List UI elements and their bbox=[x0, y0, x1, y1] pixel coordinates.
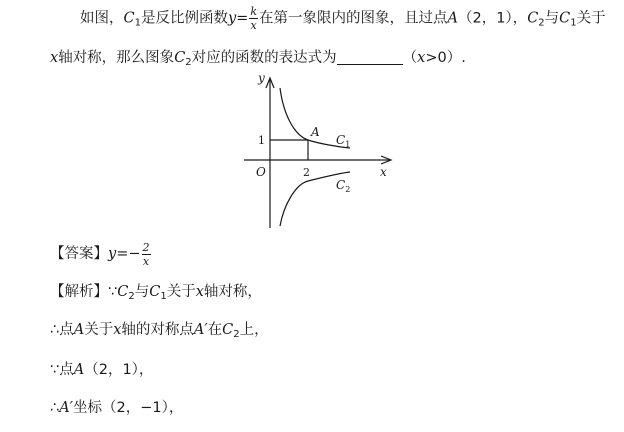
point-a: A bbox=[73, 322, 85, 338]
text: 关于 bbox=[166, 284, 196, 300]
text: （2，1）， bbox=[84, 362, 154, 378]
tick-label-x-2: 2 bbox=[303, 166, 310, 179]
fraction-numerator: 2 bbox=[142, 240, 150, 254]
point-a-prime: A′ bbox=[59, 400, 73, 416]
x-var: x bbox=[113, 322, 122, 338]
curve-c2-label bbox=[336, 178, 350, 194]
c2-subscript: 2 bbox=[538, 17, 545, 29]
text: 与 bbox=[544, 10, 560, 27]
c1-subscript: 1 bbox=[134, 17, 141, 29]
c1-subscript: 1 bbox=[160, 291, 167, 302]
c1-symbol: C bbox=[123, 10, 135, 27]
analysis-label: 【解析】 bbox=[50, 284, 108, 300]
x-axis-label: x bbox=[380, 165, 387, 179]
text: 与 bbox=[134, 284, 150, 300]
y-axis-label: y bbox=[258, 71, 265, 85]
text: 上， bbox=[239, 322, 269, 338]
point-a-prime: A′ bbox=[193, 322, 208, 338]
c1-symbol: C bbox=[149, 284, 161, 300]
curve-c1-letter: C bbox=[336, 133, 346, 147]
y-equals: y= bbox=[227, 10, 249, 27]
c2-subscript: 2 bbox=[185, 57, 192, 68]
fraction-2-over-x bbox=[142, 242, 151, 267]
text: 轴的对称点 bbox=[121, 322, 194, 338]
text: >0）. bbox=[425, 50, 466, 66]
text: （2，1）， bbox=[457, 10, 528, 27]
answer-label: 【答案】 bbox=[50, 246, 108, 262]
text: 轴对称， bbox=[203, 284, 262, 300]
y-equals-negative: y=− bbox=[108, 246, 141, 262]
text: 在第一象限内的图象，且过点 bbox=[259, 10, 448, 27]
curve-c2-subscript: 2 bbox=[345, 185, 351, 194]
c2-symbol: C bbox=[174, 50, 186, 66]
point-a-label: A bbox=[311, 125, 320, 139]
point-a: A bbox=[447, 10, 458, 27]
c2-subscript: 2 bbox=[128, 291, 135, 302]
c1-subscript: 1 bbox=[570, 17, 577, 29]
analysis-line-3 bbox=[50, 360, 153, 380]
text: 对应的函数的表达式为 bbox=[191, 50, 337, 66]
analysis-line-4 bbox=[50, 398, 183, 418]
fraction-numerator: k bbox=[250, 5, 257, 18]
c2-symbol: C bbox=[117, 284, 129, 300]
analysis-line-2 bbox=[50, 320, 269, 345]
text: 是反比例函数 bbox=[140, 10, 228, 27]
c2-symbol: C bbox=[222, 322, 234, 338]
text: 坐标（2，−1）， bbox=[73, 400, 184, 416]
therefore-symbol: ∴ bbox=[50, 400, 60, 416]
x-var: x bbox=[417, 50, 426, 66]
tick-label-y-1: 1 bbox=[258, 134, 265, 147]
text: （ bbox=[402, 50, 418, 66]
fraction-denominator: x bbox=[250, 19, 257, 32]
because-symbol: ∵ bbox=[108, 284, 118, 300]
text: 如图， bbox=[80, 10, 124, 27]
text: 轴对称，那么图象 bbox=[58, 50, 175, 66]
origin-label: O bbox=[256, 165, 266, 179]
c2-subscript: 2 bbox=[233, 329, 240, 340]
answer-line bbox=[50, 240, 152, 268]
analysis-line-1 bbox=[50, 282, 262, 307]
because-point: ∵点 bbox=[50, 362, 74, 378]
c2-symbol: C bbox=[527, 10, 539, 27]
curve-c2-letter: C bbox=[336, 178, 346, 192]
point-a: A bbox=[73, 362, 85, 378]
therefore-point: ∴点 bbox=[50, 322, 74, 338]
fraction-denominator: x bbox=[142, 254, 150, 268]
c1-symbol: C bbox=[559, 10, 571, 27]
curve-c1-subscript: 1 bbox=[345, 140, 351, 149]
text: 在 bbox=[207, 322, 223, 338]
x-var: x bbox=[50, 50, 59, 66]
curve-c1-label bbox=[336, 133, 350, 149]
x-var: x bbox=[195, 284, 204, 300]
text: 关于 bbox=[576, 10, 606, 27]
text: 关于 bbox=[84, 322, 114, 338]
